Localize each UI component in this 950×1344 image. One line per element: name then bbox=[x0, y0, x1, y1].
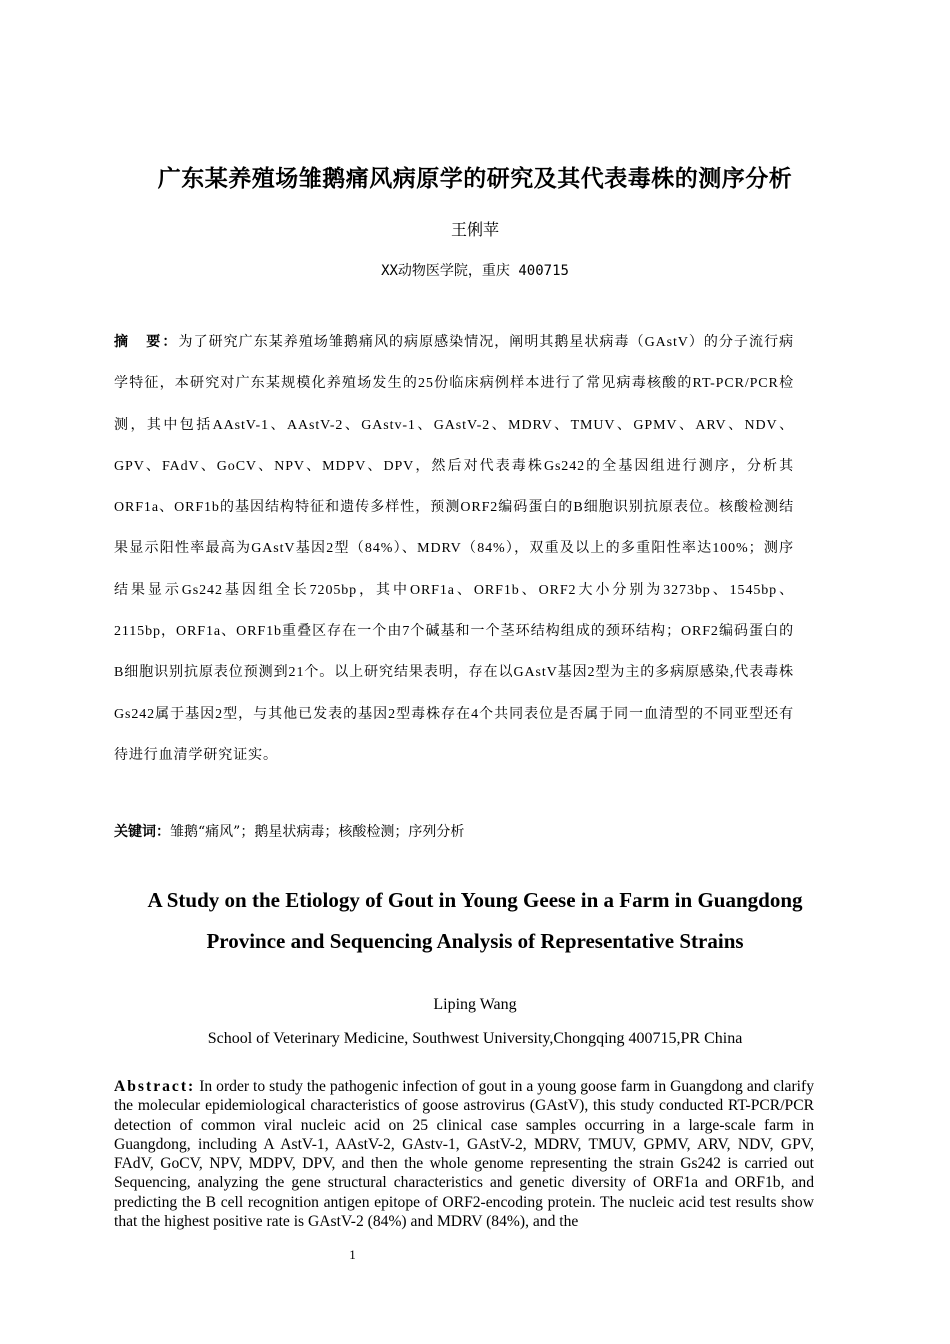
chinese-keywords-label: 关键词： bbox=[114, 824, 170, 840]
chinese-keywords-text: 雏鹅“痛风”；鹅星状病毒；核酸检测；序列分析 bbox=[170, 824, 465, 840]
english-author: Liping Wang bbox=[433, 996, 517, 1013]
chinese-author: 王俐苹 bbox=[450, 220, 499, 239]
english-affiliation: School of Veterinary Medicine, Southwest University,Chongqing 400715,PR China bbox=[207, 1030, 743, 1047]
english-title-line-1: A Study on the Etiology of Gout in Young Geese in a Farm in Guangdong bbox=[147, 888, 803, 912]
chinese-abstract-label: 摘 要： bbox=[114, 334, 179, 350]
english-abstract-label: Abstract: bbox=[114, 1078, 196, 1095]
chinese-title: 广东某养殖场雏鹅痛风病原学的研究及其代表毒株的测序分析 bbox=[157, 166, 793, 192]
chinese-abstract bbox=[114, 322, 794, 776]
chinese-keywords bbox=[114, 821, 814, 841]
chinese-abstract-text: 为了研究广东某养殖场雏鹅痛风的病原感染情况，阐明其鹅星状病毒（GAstV）的分子流行病学特征，本研究对广东某规模化养殖场发生的25份临床病例样本进行了常见病毒核酸的RT-PCR/PCR检测，其中包括AAstV-1、AAstV-2、GAstv-1、GAstV-2、MDRV、TMUV、GPMV、ARV、NDV、GPV、FAdV、GoCV、NPV、MDPV、DPV，然后对代表毒株Gs242的全基因组进行测序，分析其ORF1a、ORF1b的基因结构特征和遗传多样性，预测ORF2编码蛋白的B细胞识别抗原表位。核酸检测结果显示阳性率最高为GAstV基因2型（84%）、MDRV（84%），双重及以上的多重阳性率达100%；测序结果显示Gs242基因组全长7205bp，其中ORF1a、ORF1b、ORF2大小分别为3273bp、1545bp、2115bp，ORF1a、ORF1b重叠区存在一个由7个碱基和一个茎环结构组成的颈环结构；ORF2编码蛋白的B细胞识别抗原表位预测到21个。以上研究结果表明，存在以GAstV基因2型为主的多病原感染,代表毒株Gs242属于基因2型，与其他已发表的基因2型毒株存在4个共同表位是否属于同一血清型的不同亚型还有待进行血清学研究证实。 bbox=[114, 335, 795, 763]
english-title bbox=[100, 880, 850, 962]
english-abstract bbox=[114, 1077, 814, 1231]
page-number: 1 bbox=[349, 1247, 356, 1262]
chinese-affiliation: XX动物医学院，重庆 400715 bbox=[381, 263, 569, 279]
english-title-line-2: Province and Sequencing Analysis of Representative Strains bbox=[206, 929, 744, 953]
english-abstract-text: In order to study the pathogenic infection of gout in a young goose farm in Guangdong and clarify the molecular epidemiological characteristics of goose astrovirus (GAstV), this study conducted RT-PCR/PCR detection of common viral nucleic acid on 25 clinical case samples occurring in a large-scale farm in Guangdong, including A AstV-1, AAstV-2, GAstv-1, GAstV-2, MDRV, TMUV, GPMV, ARV, NDV, GPV, FAdV, GoCV, NPV, MDPV, DPV, and then the whole genome representing the strain Gs242 is carried out Sequencing, analyzing the gene structural characteristics and genetic diversity of ORF1a and ORF1b, and predicting the B cell recognition antigen epitope of ORF2-encoding protein. The nucleic acid test results show that the highest positive rate is GAstV-2 (84%) and MDRV (84%), and the bbox=[114, 1078, 814, 1231]
